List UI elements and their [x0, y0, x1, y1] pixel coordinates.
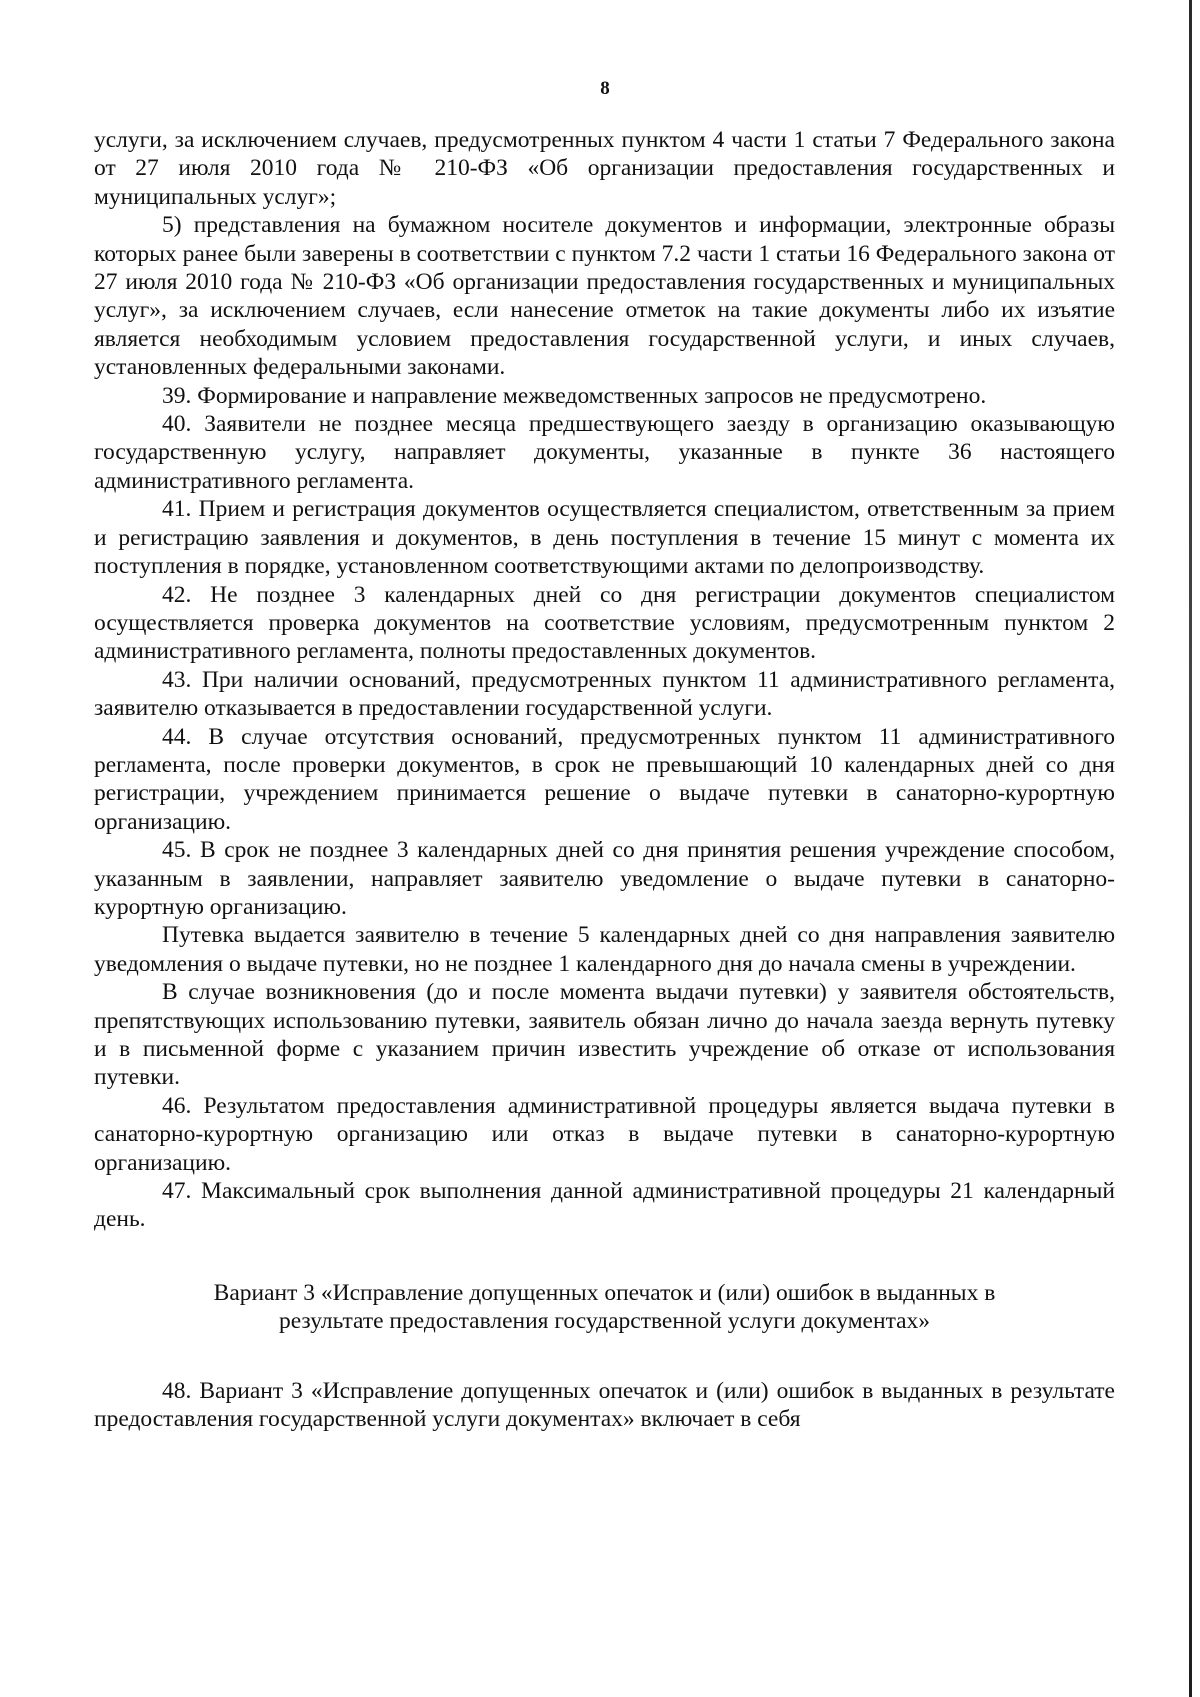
paragraph-voucher-return: В случае возникновения (до и после момента выдачи путевки) у заявителя обстоятельств, препятствующих использованию путевки, заявитель обязан лично до начала заезда вернуть путевку и в письменной форме с указанием причин известить учреждение об отказе от использования путевки. — [94, 979, 1115, 1091]
paragraph-40: 40. Заявители не позднее месяца предшествующего заезду в организацию оказывающую государственную услугу, направляет документы, указанные в пункте 36 настоящего административного регламента. — [94, 411, 1115, 494]
section-heading: Вариант 3 «Исправление допущенных опечаток и (или) ошибок в выданных в результате предоставления государственной услуги документах» — [213, 1279, 996, 1335]
scan-edge-line — [1189, 0, 1192, 1697]
paragraph-41: 41. Прием и регистрация документов осуществляется специалистом, ответственным за прием и регистрацию заявления и документов, в день поступления в течение 15 минут с момента их поступления в порядке, установленном соответствующими актами по делопроизводству. — [94, 496, 1115, 580]
page-number: 8 — [600, 78, 610, 99]
paragraph-45: 45. В срок не позднее 3 календарных дней со дня принятия решения учреждение способом, указанным в заявлении, направляет заявителю уведомление о выдаче путевки в санаторно-курортную организацию. — [94, 837, 1115, 920]
paragraph-continuation: услуги, за исключением случаев, предусмотренных пунктом 4 части 1 статьи 7 Федерального закона от 27 июля 2010 года № 210-ФЗ «Об организации предоставления государственных и муниципальных услуг»; — [94, 127, 1115, 210]
paragraph-48: 48. Вариант 3 «Исправление допущенных опечаток и (или) ошибок в выданных в результате предоставления государственной услуги документах» включает в себя — [94, 1377, 1115, 1433]
paragraph-voucher-issue: Путевка выдается заявителю в течение 5 календарных дней со дня направления заявителю уведомления о выдаче путевки, но не позднее 1 календарного дня до начала смены в учреждении. — [94, 922, 1115, 977]
paragraph-46: 46. Результатом предоставления административной процедуры является выдача путевки в санаторно-курортную организацию или отказ в выдаче путевки в санаторно-курортную организацию. — [94, 1092, 1115, 1176]
paragraph-42: 42. Не позднее 3 календарных дней со дня регистрации документов специалистом осуществляется проверка документов на соответствие условиям, предусмотренным пунктом 2 административного регламента, полноты предоставленных документов. — [94, 581, 1115, 665]
document-body — [94, 126, 1115, 1433]
paragraph-44: 44. В случае отсутствия оснований, предусмотренных пунктом 11 административного регламента, после проверки документов, в срок не превышающий 10 календарных дней со дня регистрации, учреждением принимается решение о выдаче путевки в санаторно-курортную организацию. — [94, 723, 1115, 835]
paragraph-item-5: 5) представления на бумажном носителе документов и информации, электронные образы которых ранее были заверены в соответствии с пунктом 7.2 части 1 статьи 16 Федерального закона от 27 июля 2010 года № 210-ФЗ «Об организации предоставления государственных и муниципальных услуг», за исключением случаев, если нанесение отметок на такие документы либо их изъятие является необходимым условием предоставления государственной услуги, и иных случаев, установленных федеральными законами. — [94, 212, 1115, 381]
paragraph-39: 39. Формирование и направление межведомственных запросов не предусмотрено. — [162, 382, 987, 409]
paragraph-43: 43. При наличии оснований, предусмотренных пунктом 11 административного регламента, заявителю отказывается в предоставлении государственной услуги. — [94, 666, 1115, 722]
paragraph-47: 47. Максимальный срок выполнения данной административной процедуры 21 календарный день. — [94, 1178, 1115, 1233]
